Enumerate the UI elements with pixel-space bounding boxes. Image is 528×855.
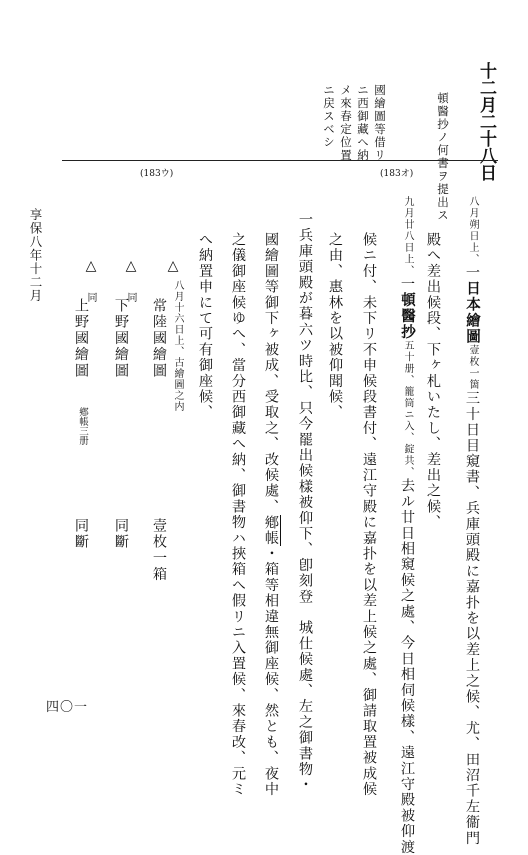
list-header-date: 八月十六日上、: [172, 280, 183, 357]
body-line6: 之儀御座候ゆへ、當分西御藏へ納、御書物ハ挾箱へ假リニ入置候、來春改、元ミ: [230, 232, 246, 798]
entry1-line1: [465, 196, 480, 846]
list-item-3-title: 上野國繪圖: [73, 298, 89, 379]
left-margin-label: 享保八年十二月: [28, 208, 43, 303]
list-item-2-title: 下野國繪圖: [113, 298, 129, 379]
entry2-line2: 候ニ付、未下リ不申候段書付、遠江守殿に嘉扑を以差上候之處、御請取置被成候: [361, 232, 377, 798]
header-divider: [62, 160, 498, 161]
page-ref-right: (183オ): [380, 169, 414, 179]
header-note-b-2: ニ西御藏へ納: [356, 84, 370, 162]
entry2-line1: [400, 196, 415, 855]
entry1-line2: 殿へ差出候段、下ヶ札いたし、差出之候、: [425, 232, 441, 531]
entry1-qty: 壹枚一箇: [467, 344, 478, 391]
entry2-title: 頓醫抄: [399, 292, 416, 341]
list-item-3-note: 鄕帳三册: [77, 407, 88, 445]
triangle-mark-2: △: [123, 258, 139, 274]
same-mark-2: 同: [85, 292, 96, 302]
list-item-1-title: 常陸國繪圖: [151, 298, 167, 379]
list-header-note: 古繪圖之内: [172, 357, 183, 412]
list-header: [172, 280, 182, 412]
entry1-text: 三十日目窺書、兵庫頭殿に嘉扑を以差上之候、尤、田沼千左衞門: [464, 390, 480, 847]
body-line5-underlined: 鄕帳: [263, 514, 279, 547]
entry1-title: 日本繪圖: [464, 280, 481, 345]
entry1-bullet: 一: [464, 265, 480, 281]
header-note-b-3: メ來春定位置: [339, 84, 353, 162]
entry2-note3: 錠共、: [402, 443, 413, 479]
body-line5-post: ・箱等相違無御座候、然とも、夜中: [263, 546, 279, 798]
entry2-line3: 之由、惠林を以被仰聞候、: [327, 232, 343, 421]
list-item-1-qty: 壹枚一箱: [151, 518, 167, 583]
body-line5: [264, 232, 278, 797]
entry2-bullet: 一: [399, 276, 415, 293]
body-line4-text: 兵庫頭殿が暮六ツ時比、只今罷出候樣被仰下、卽刻登 城仕候處、左之御書物・: [297, 227, 313, 793]
entry2-note1: 五十册、: [402, 340, 413, 387]
list-item-3-qty: 同斷: [73, 518, 89, 551]
same-mark-1: 同: [125, 292, 136, 302]
entry2-date-note: 九月廿八日上、: [402, 196, 413, 277]
triangle-mark-3: △: [83, 258, 99, 274]
body-bullet: 一: [297, 212, 313, 228]
body-line7: へ納置申にて可有御座候、: [197, 232, 213, 421]
header-note-b-4: ニ戻スベシ: [322, 84, 336, 149]
triangle-mark-1: △: [165, 258, 181, 274]
page-number: 四〇一: [46, 700, 89, 715]
header-note-b-1: 國繪圖等借リ: [373, 84, 387, 162]
header-note-a: 頓醫抄ノ何書ヲ提出ス: [436, 92, 450, 222]
entry1-date-note: 八月朔日上、: [467, 196, 478, 265]
entry2-note2: 籠筒ニ入、: [402, 386, 413, 444]
entry2-text: 去ル廿日相窺候之處、今日相伺候樣、遠江守殿被仰渡: [399, 478, 415, 855]
body-line4: [298, 212, 312, 793]
entry-date-header: 十二月二十八日: [476, 62, 496, 181]
body-line5-pre: 國繪圖等御下ヶ被成、受取之、改候處、: [263, 232, 279, 515]
list-item-2-qty: 同斷: [113, 518, 129, 551]
page-ref-left: (183ウ): [140, 169, 174, 179]
